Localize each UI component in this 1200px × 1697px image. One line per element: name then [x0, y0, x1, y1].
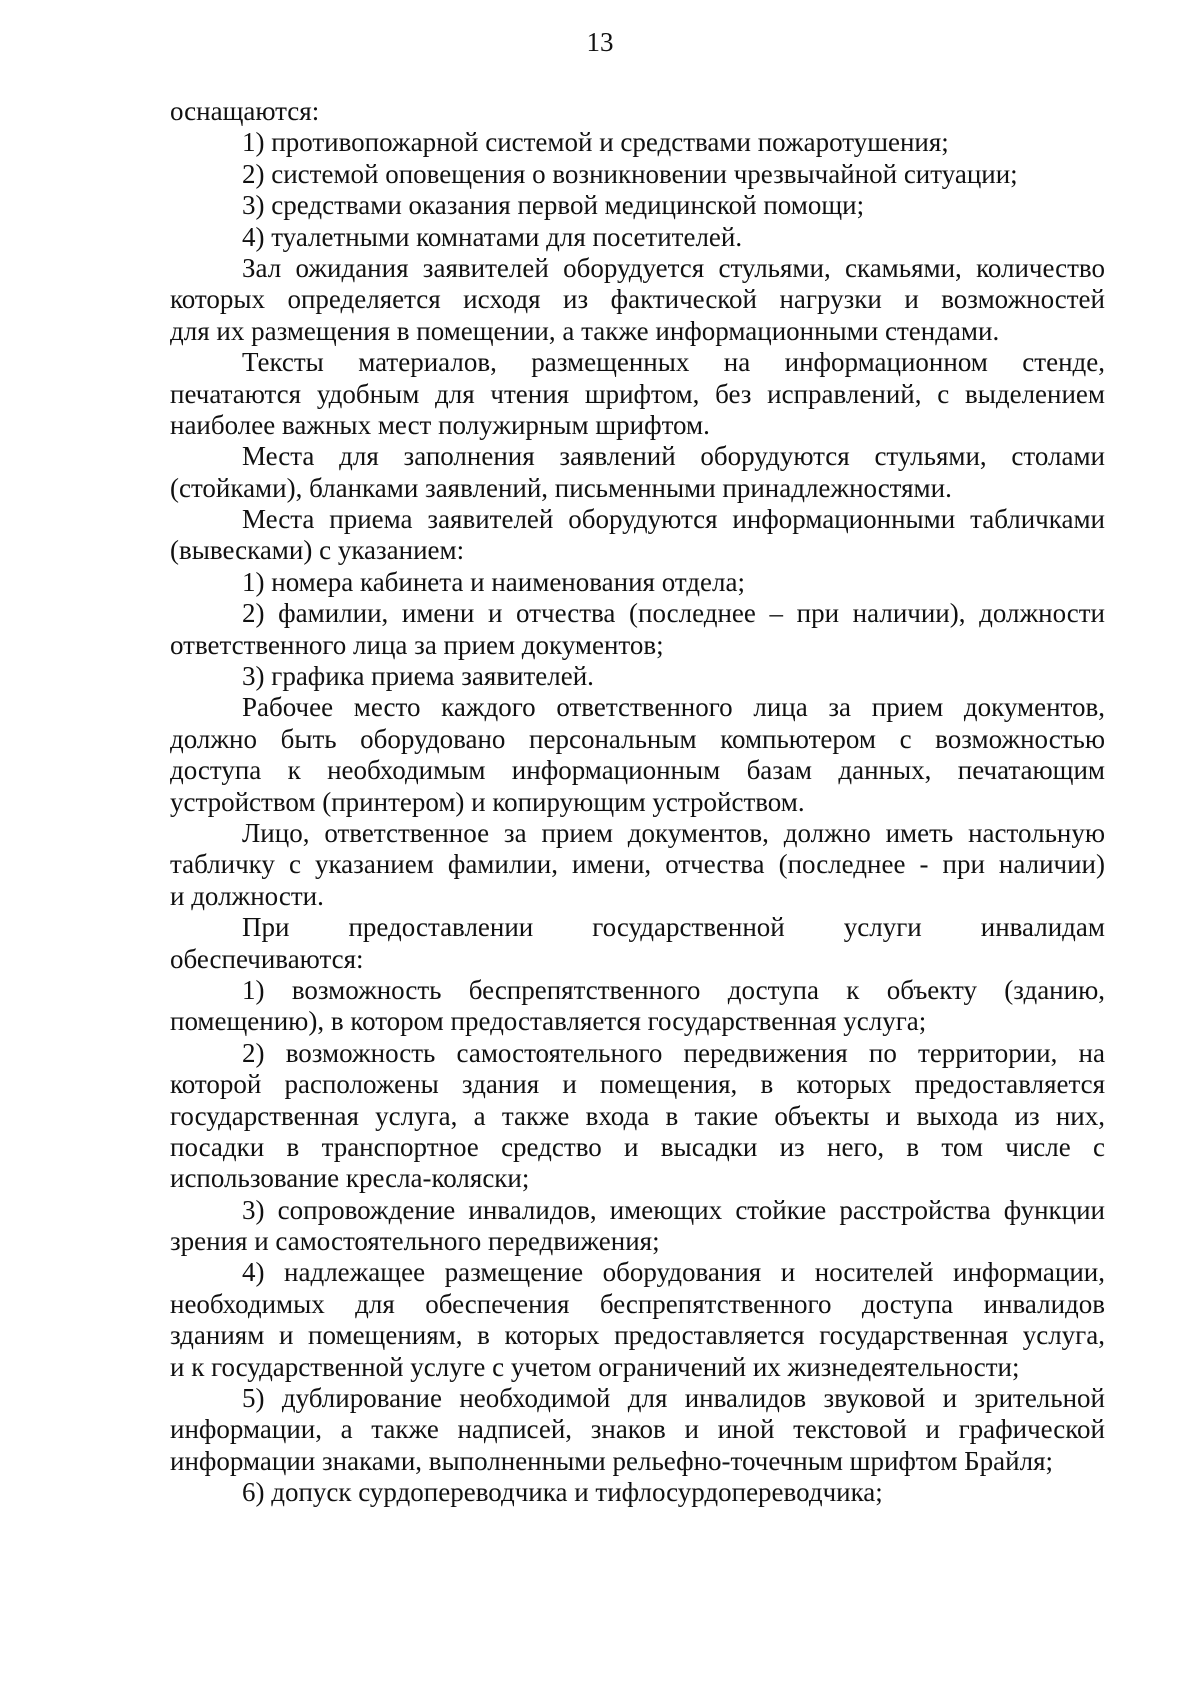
text-line: При предоставлении государственной услуги инвалидам: [242, 912, 1105, 943]
text-line: 1) номера кабинета и наименования отдела;: [242, 566, 745, 597]
text-line: (стойками), бланками заявлений, письменными принадлежностями.: [170, 472, 952, 503]
text-line: государственная услуга, а также входа в такие объекты и выхода из них,: [170, 1100, 1105, 1131]
text-line: ответственного лица за прием документов;: [170, 629, 664, 660]
text-line: которых определяется исходя из фактической нагрузки и возможностей: [170, 284, 1105, 315]
text-line: и к государственной услуге с учетом ограничений их жизнедеятельности;: [170, 1351, 1020, 1382]
text-line: и должности.: [170, 880, 324, 911]
text-line: 5) дублирование необходимой для инвалидов звуковой и зрительной: [242, 1383, 1105, 1414]
text-line: 2) фамилии, имени и отчества (последнее – при наличии), должности: [242, 598, 1105, 629]
page-number: 13: [586, 27, 614, 57]
text-line: для их размещения в помещении, а также информационными стендами.: [170, 315, 1000, 346]
text-line: 3) сопровождение инвалидов, имеющих стойкие расстройства функции: [242, 1194, 1105, 1225]
text-line: Зал ожидания заявителей оборудуется стульями, скамьями, количество: [242, 252, 1105, 283]
text-line: Места для заполнения заявлений оборудуются стульями, столами: [242, 441, 1105, 472]
text-line: доступа к необходимым информационным базам данных, печатающим: [170, 755, 1105, 786]
text-line: 1) возможность беспрепятственного доступа к объекту (зданию,: [242, 974, 1105, 1005]
text-line: использование кресла-коляски;: [170, 1163, 530, 1194]
text-line: информации, а также надписей, знаков и иной текстовой и графической: [170, 1414, 1105, 1445]
text-line: устройством (принтером) и копирующим устройством.: [170, 786, 805, 817]
text-line: зрения и самостоятельного передвижения;: [170, 1226, 660, 1257]
text-line: (вывесками) с указанием:: [170, 535, 465, 566]
text-line: печатаются удобным для чтения шрифтом, без исправлений, с выделением: [170, 378, 1105, 409]
text-line: 1) противопожарной системой и средствами пожаротушения;: [242, 127, 949, 158]
text-line: Лицо, ответственное за прием документов, должно иметь настольную: [242, 817, 1105, 848]
text-line: 3) графика приема заявителей.: [242, 661, 594, 692]
text-line: обеспечиваются:: [170, 943, 364, 974]
text-line: Места приема заявителей оборудуются информационными табличками: [242, 504, 1105, 535]
text-line: оснащаются:: [170, 96, 320, 126]
text-line: 2) системой оповещения о возникновении чрезвычайной ситуации;: [242, 158, 1018, 189]
text-line: 4) туалетными комнатами для посетителей.: [242, 221, 743, 252]
text-line: информации знаками, выполненными рельефно-точечным шрифтом Брайля;: [170, 1445, 1053, 1476]
text-line: 6) допуск сурдопереводчика и тифлосурдопереводчика;: [242, 1477, 883, 1508]
text-line: помещению), в котором предоставляется государственная услуга;: [170, 1006, 927, 1037]
text-line: табличку с указанием фамилии, имени, отчества (последнее - при наличии): [170, 849, 1105, 880]
text-line: необходимых для обеспечения беспрепятственного доступа инвалидов: [170, 1288, 1105, 1319]
text-line: посадки в транспортное средство и высадки из него, в том числе с: [170, 1131, 1105, 1162]
text-line: 4) надлежащее размещение оборудования и носителей информации,: [242, 1257, 1105, 1288]
text-line: которой расположены здания и помещения, в которых предоставляется: [170, 1069, 1105, 1100]
body-text: [170, 96, 1105, 1509]
text-line: 3) средствами оказания первой медицинской помощи;: [242, 190, 865, 221]
text-line: зданиям и помещениям, в которых предоставляется государственная услуга,: [170, 1320, 1105, 1351]
text-line: должно быть оборудовано персональным компьютером с возможностью: [170, 723, 1105, 754]
text-line: Тексты материалов, размещенных на информационном стенде,: [242, 347, 1105, 378]
text-line: Рабочее место каждого ответственного лица за прием документов,: [242, 692, 1105, 723]
text-line: наиболее важных мест полужирным шрифтом.: [170, 409, 710, 440]
text-line: 2) возможность самостоятельного передвижения по территории, на: [242, 1037, 1105, 1068]
